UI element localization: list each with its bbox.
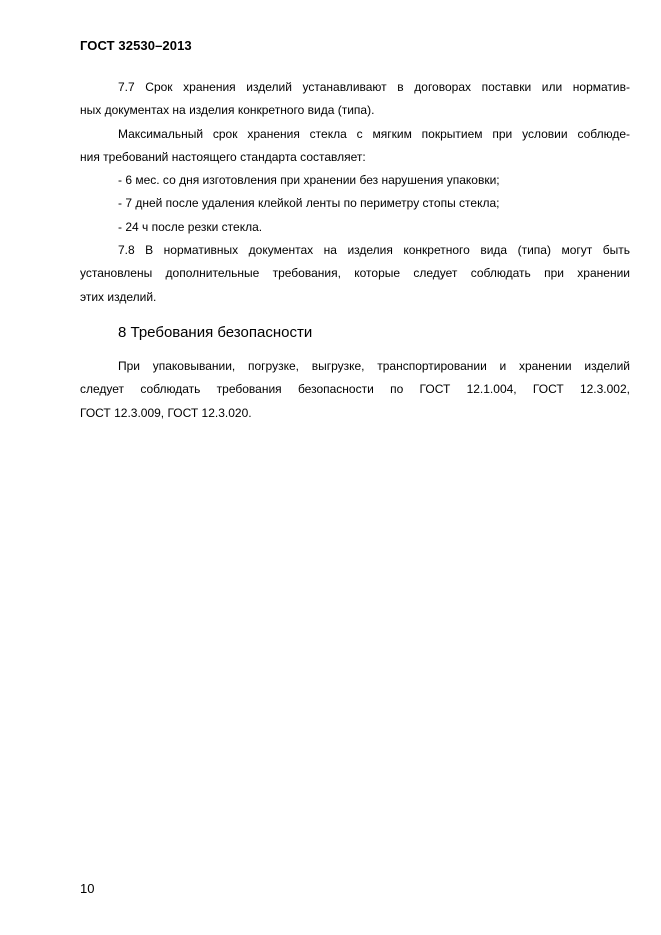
list-item-storage-24-hours: - 24 ч после резки стекла. xyxy=(118,219,263,234)
paragraph-7-8-line-1: 7.8 В нормативных документах на изделия конкретного вида (типа) могут быть xyxy=(118,243,630,258)
paragraph-8-line-1: При упаковывании, погрузке, выгрузке, транспортировании и хранении изделий xyxy=(118,358,630,373)
list-item-storage-7-days: - 7 дней после удаления клейкой ленты по периметру стопы стекла; xyxy=(118,196,500,211)
list-item-storage-6-months: - 6 мес. со дня изготовления при хранении без нарушения упаковки; xyxy=(118,173,500,188)
page-content xyxy=(80,76,630,425)
paragraph-7-7-line-1: 7.7 Срок хранения изделий устанавливают в договорах поставки или норматив- xyxy=(118,80,630,94)
paragraph-8-line-2: следует соблюдать требования безопасности по ГОСТ 12.1.004, ГОСТ 12.3.002, xyxy=(80,382,630,397)
paragraph-7-8-line-2: установлены дополнительные требования, которые следует соблюдать при хранении xyxy=(80,266,630,281)
paragraph-7-7-line-2: ных документах на изделия конкретного вида (типа). xyxy=(80,103,375,118)
paragraph-8-line-3: ГОСТ 12.3.009, ГОСТ 12.3.020. xyxy=(80,405,252,420)
page-number: 10 xyxy=(80,881,95,896)
paragraph-max-storage-line-1: Максимальный срок хранения стекла с мягким покрытием при условии соблюде- xyxy=(118,126,630,141)
paragraph-7-8-line-3: этих изделий. xyxy=(80,289,157,304)
paragraph-max-storage-line-2: ния требований настоящего стандарта составляет: xyxy=(80,149,366,164)
document-code-header: ГОСТ 32530–2013 xyxy=(80,38,192,53)
section-8-heading: 8 Требования безопасности xyxy=(118,323,313,341)
